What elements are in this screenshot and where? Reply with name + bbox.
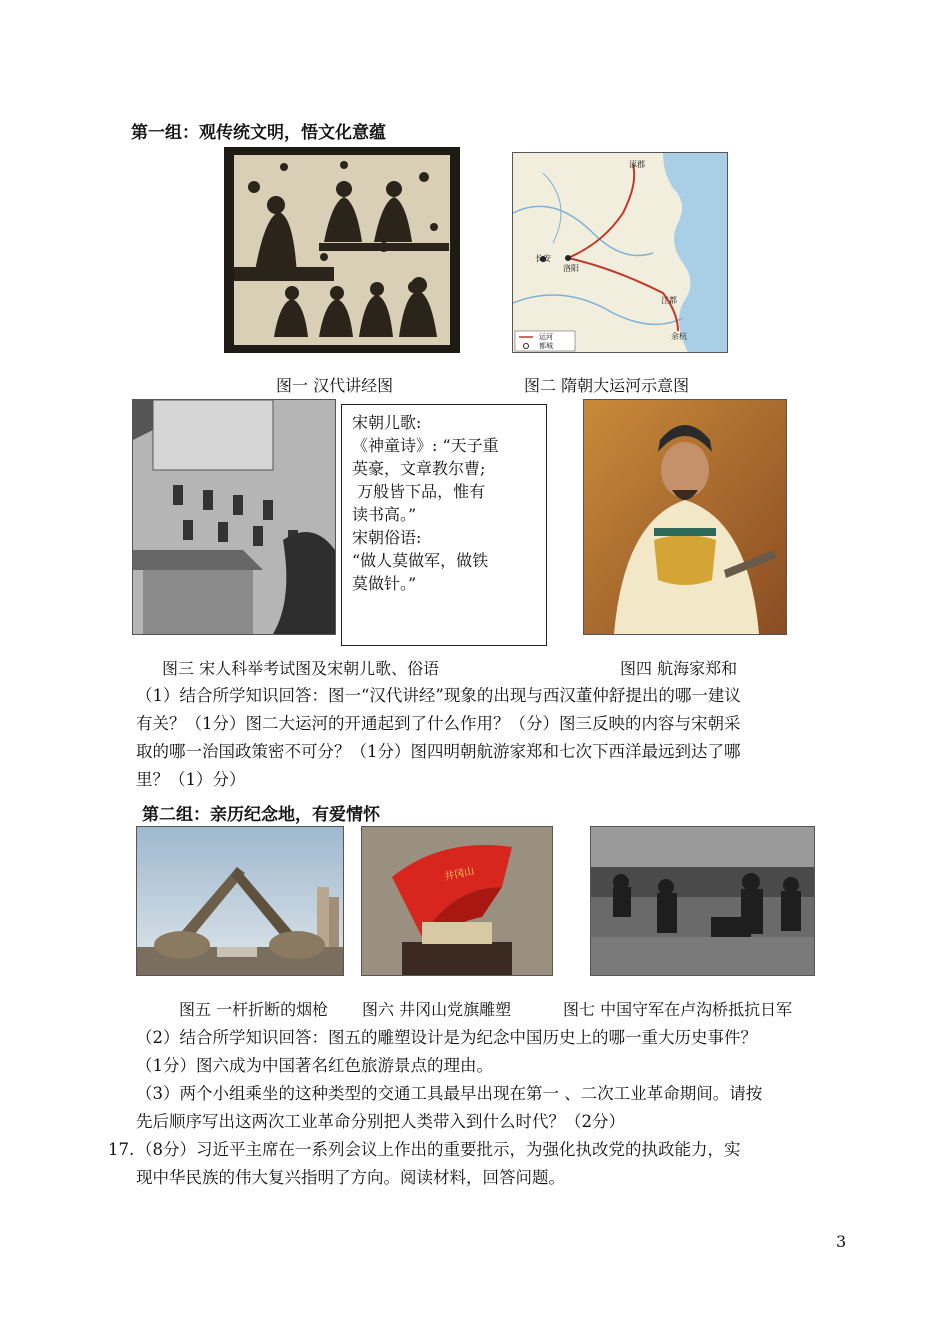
question-3-line: （3）两个小组乘坐的这种类型的交通工具最早出现在第一 、二次工业革命期间。请按 [136, 1084, 763, 1103]
songbox-line: “做人莫做军，做铁 [352, 551, 489, 570]
party-flag-sculpture-image [361, 826, 553, 976]
question-1-line: 取的哪一治国政策密不可分？（1分）图四明朝航游家郑和七次下西洋最远到达了哪 [136, 742, 741, 761]
songbox-line: 英豪，文章教尔曹; [352, 459, 486, 478]
question-17-number: 17. [108, 1140, 135, 1159]
zheng-he-portrait [583, 399, 787, 635]
group1-heading: 第一组：观传统文明，悟文化意蕴 [131, 123, 386, 143]
question-1-line: 里？（1）分） [136, 770, 246, 789]
songbox-line: 万般皆下品，惟有 [352, 482, 486, 501]
question-2-line: （1分）图六成为中国著名红色旅游景点的理由。 [136, 1056, 493, 1075]
map-label-changan: 长安 [535, 254, 551, 263]
song-ballad-box [341, 404, 547, 646]
question-3 [136, 1080, 850, 1136]
songbox-line: 《神童诗》: “天子重 [352, 436, 499, 455]
fig2-caption: 图二 隋朝大运河示意图 [524, 376, 690, 395]
song-exam-image [132, 399, 336, 635]
fig3-caption: 图三 宋人科举考试图及宋朝儿歌、俗语 [162, 659, 440, 678]
grand-canal-map [512, 152, 728, 353]
question-2-line: （2）结合所学知识回答：图五的雕塑设计是为纪念中国历史上的哪一重大历史事件？ [136, 1028, 757, 1047]
flag-text: 井冈山 [443, 865, 476, 883]
lugou-bridge-photo [590, 826, 815, 976]
fig1-caption: 图一 汉代讲经图 [276, 376, 394, 395]
map-label-jiangdu: 江都 [661, 296, 677, 305]
songbox-line: 宋朝俗语: [352, 528, 422, 547]
map-label-luoyang: 洛阳 [563, 264, 579, 273]
map-legend-capital: 都城 [539, 342, 553, 350]
han-lecture-image [224, 147, 460, 353]
group2-heading: 第二组：亲历纪念地，有爱情怀 [142, 805, 380, 825]
map-label-yuhang: 余杭 [671, 332, 687, 341]
map-label-zhuojun: 涿郡 [629, 160, 645, 169]
question-17-line: 现中华民族的伟大复兴指明了方向。阅读材料，回答问题。 [136, 1168, 565, 1187]
fig4-caption: 图四 航海家郑和 [620, 659, 738, 678]
question-2 [136, 1024, 850, 1080]
broken-pipe-sculpture-image [136, 826, 344, 976]
question-1 [136, 682, 850, 794]
songbox-line: 读书高。” [352, 505, 417, 524]
fig7-caption: 图七 中国守军在卢沟桥抵抗日军 [563, 1000, 793, 1019]
songbox-line: 宋朝儿歌: [352, 413, 422, 432]
question-3-line: 先后顺序写出这两次工业革命分别把人类带入到什么时代？（2分） [136, 1112, 625, 1131]
question-1-line: 有关？（1分）图二大运河的开通起到了什么作用？（分）图三反映的内容与宋朝采 [136, 714, 741, 733]
map-legend-canal: 运河 [539, 333, 553, 341]
fig5-caption: 图五 一杆折断的烟枪 [179, 1000, 329, 1019]
page-number: 3 [836, 1232, 847, 1251]
question-17 [136, 1136, 850, 1192]
songbox-line: 莫做针。” [352, 574, 417, 593]
fig6-caption: 图六 井冈山党旗雕塑 [362, 1000, 512, 1019]
question-17-line: （8分）习近平主席在一系列会议上作出的重要批示，为强化执改党的执政能力，实 [136, 1140, 741, 1159]
question-1-line: （1）结合所学知识回答：图一“汉代讲经”现象的出现与西汉董仲舒提出的哪一建议 [136, 686, 741, 705]
